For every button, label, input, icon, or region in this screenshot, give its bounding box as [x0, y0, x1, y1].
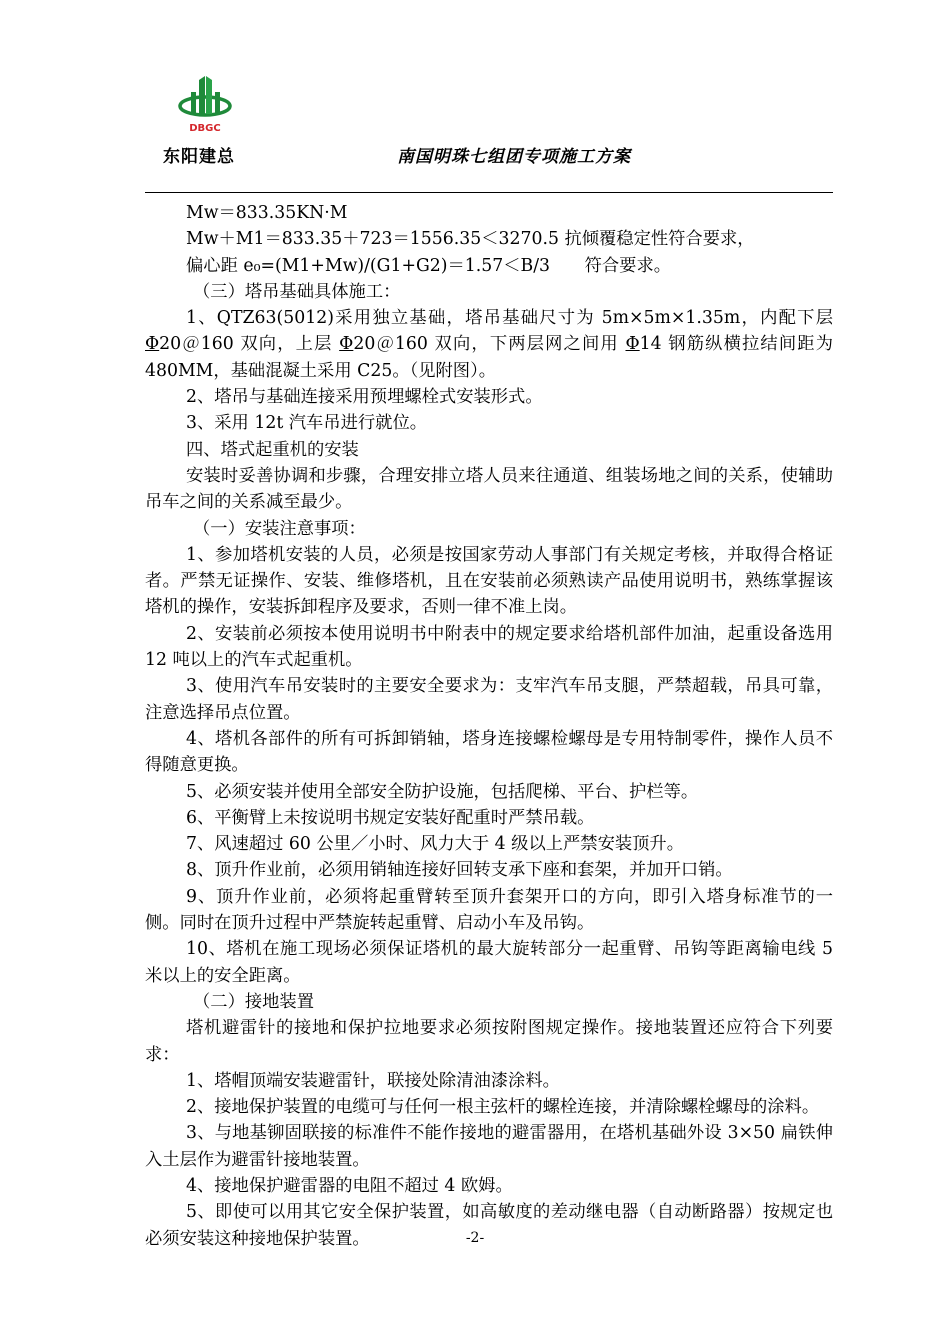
dbgc-logo-icon: [175, 74, 235, 134]
paragraph: 6、平衡臂上未按说明书规定安装好配重时严禁吊载。: [186, 807, 595, 828]
text-run: 1、QTZ63(5012)采用独立基础，塔吊基础尺寸为 5m×5m×1.35m，内配下层: [186, 308, 833, 329]
paragraph: 9、顶升作业前，必须将起重臂转至顶升套架开口的方向，即引入塔身标准节的一侧。同时在顶升过程中严禁旋转起重臂、启动小车及吊钩。: [145, 886, 833, 934]
paragraph: 5、必须安装并使用全部安全防护设施，包括爬梯、平台、护栏等。: [186, 781, 699, 802]
paragraph: 3、与地基铆固联接的标准件不能作接地的避雷器用，在塔机基础外设 3×50 扁铁伸入土层作为避雷针接地装置。: [145, 1123, 833, 1170]
paragraph: 7、风速超过 60 公里／小时、风力大于 4 级以上严禁安装顶升。: [186, 834, 684, 855]
paragraph: 3、使用汽车吊安装时的主要安全要求为：支牢汽车吊支腿，严禁超载，吊具可靠，注意选择吊点位置。: [145, 676, 833, 723]
paragraph: [145, 305, 833, 384]
section-heading: （二）接地装置: [193, 991, 314, 1012]
formula-overturn: Mw＋M1＝833.35＋723＝1556.35＜3270.5 抗倾覆稳定性符合要求，: [186, 229, 755, 250]
text-run: 20＠160 双向，上层: [159, 334, 340, 355]
paragraph: 10、塔机在施工现场必须保证塔机的最大旋转部分一起重臂、吊钩等距离输电线 5 米以上的安全距离。: [145, 939, 833, 986]
paragraph: 2、安装前必须按本使用说明书中附表中的规定要求给塔机部件加油，起重设备选用 12 吨以上的汽车式起重机。: [145, 623, 833, 671]
page-header: [145, 70, 833, 194]
text-run: 20＠160 双向，下两层网之间用: [353, 334, 626, 355]
section-heading: （一）安装注意事项：: [193, 518, 366, 539]
paragraph: 5、即使可以用其它安全保护装置，如高敏度的差动继电器（自动断路器）按规定也必须安装这种接地保护装置。: [145, 1202, 833, 1249]
header-rule: [145, 192, 833, 193]
paragraph: 3、采用 12t 汽车吊进行就位。: [186, 413, 428, 434]
paragraph: 2、接地保护装置的电缆可与任何一根主弦杆的螺栓连接，并清除螺栓螺母的涂料。: [186, 1097, 820, 1118]
company-name: 东阳建总: [163, 147, 235, 167]
paragraph: 1、参加塔机安装的人员，必须是按国家劳动人事部门有关规定考核，并取得合格证者。严禁无证操作、安装、维修塔机，且在安装前必须熟读产品使用说明书，熟练掌握该塔机的操作，安装拆卸程序及要求，否则一律不准上岗。: [145, 544, 833, 618]
paragraph: 2、塔吊与基础连接采用预埋螺栓式安装形式。: [186, 387, 543, 408]
rebar-symbol: Φ: [145, 334, 160, 355]
paragraph: 4、接地保护避雷器的电阻不超过 4 欧姆。: [186, 1175, 513, 1196]
document-title: 南国明珠七组团专项施工方案: [397, 147, 631, 167]
text-run: 14 钢筋纵横拉结间距为 480MM，基础混凝土采用 C25。（见附图）。: [145, 334, 834, 381]
page-number: -2-: [465, 1230, 485, 1246]
formula-mw: Mw＝833.35KN·M: [186, 203, 348, 223]
rebar-symbol: Φ: [339, 334, 354, 355]
paragraph: 8、顶升作业前，必须用销轴连接好回转支承下座和套架，并加开口销。: [186, 860, 733, 881]
svg-text:DBGC: DBGC: [189, 123, 221, 134]
rebar-symbol: Φ: [625, 334, 640, 355]
section-heading: 四、塔式起重机的安装: [186, 439, 359, 460]
paragraph: 安装时妥善协调和步骤，合理安排立塔人员来往通道、组装场地之间的关系，使辅助吊车之间的关系减至最少。: [145, 465, 833, 513]
section-heading: （三）塔吊基础具体施工：: [193, 281, 401, 302]
paragraph: 4、塔机各部件的所有可拆卸销轴，塔身连接螺检螺母是专用特制零件，操作人员不得随意更换。: [145, 728, 833, 776]
paragraph: 塔机避雷针的接地和保护拉地要求必须按附图规定操作。接地装置还应符合下列要求：: [145, 1018, 833, 1065]
formula-eccentricity: 偏心距 e₀=(M1+Mw)/(G1+G2)＝1.57＜B/3 符合要求。: [186, 255, 672, 276]
paragraph: 1、塔帽顶端安装避雷针，联接处除清油漆涂料。: [186, 1070, 560, 1091]
document-body: [145, 200, 833, 1252]
